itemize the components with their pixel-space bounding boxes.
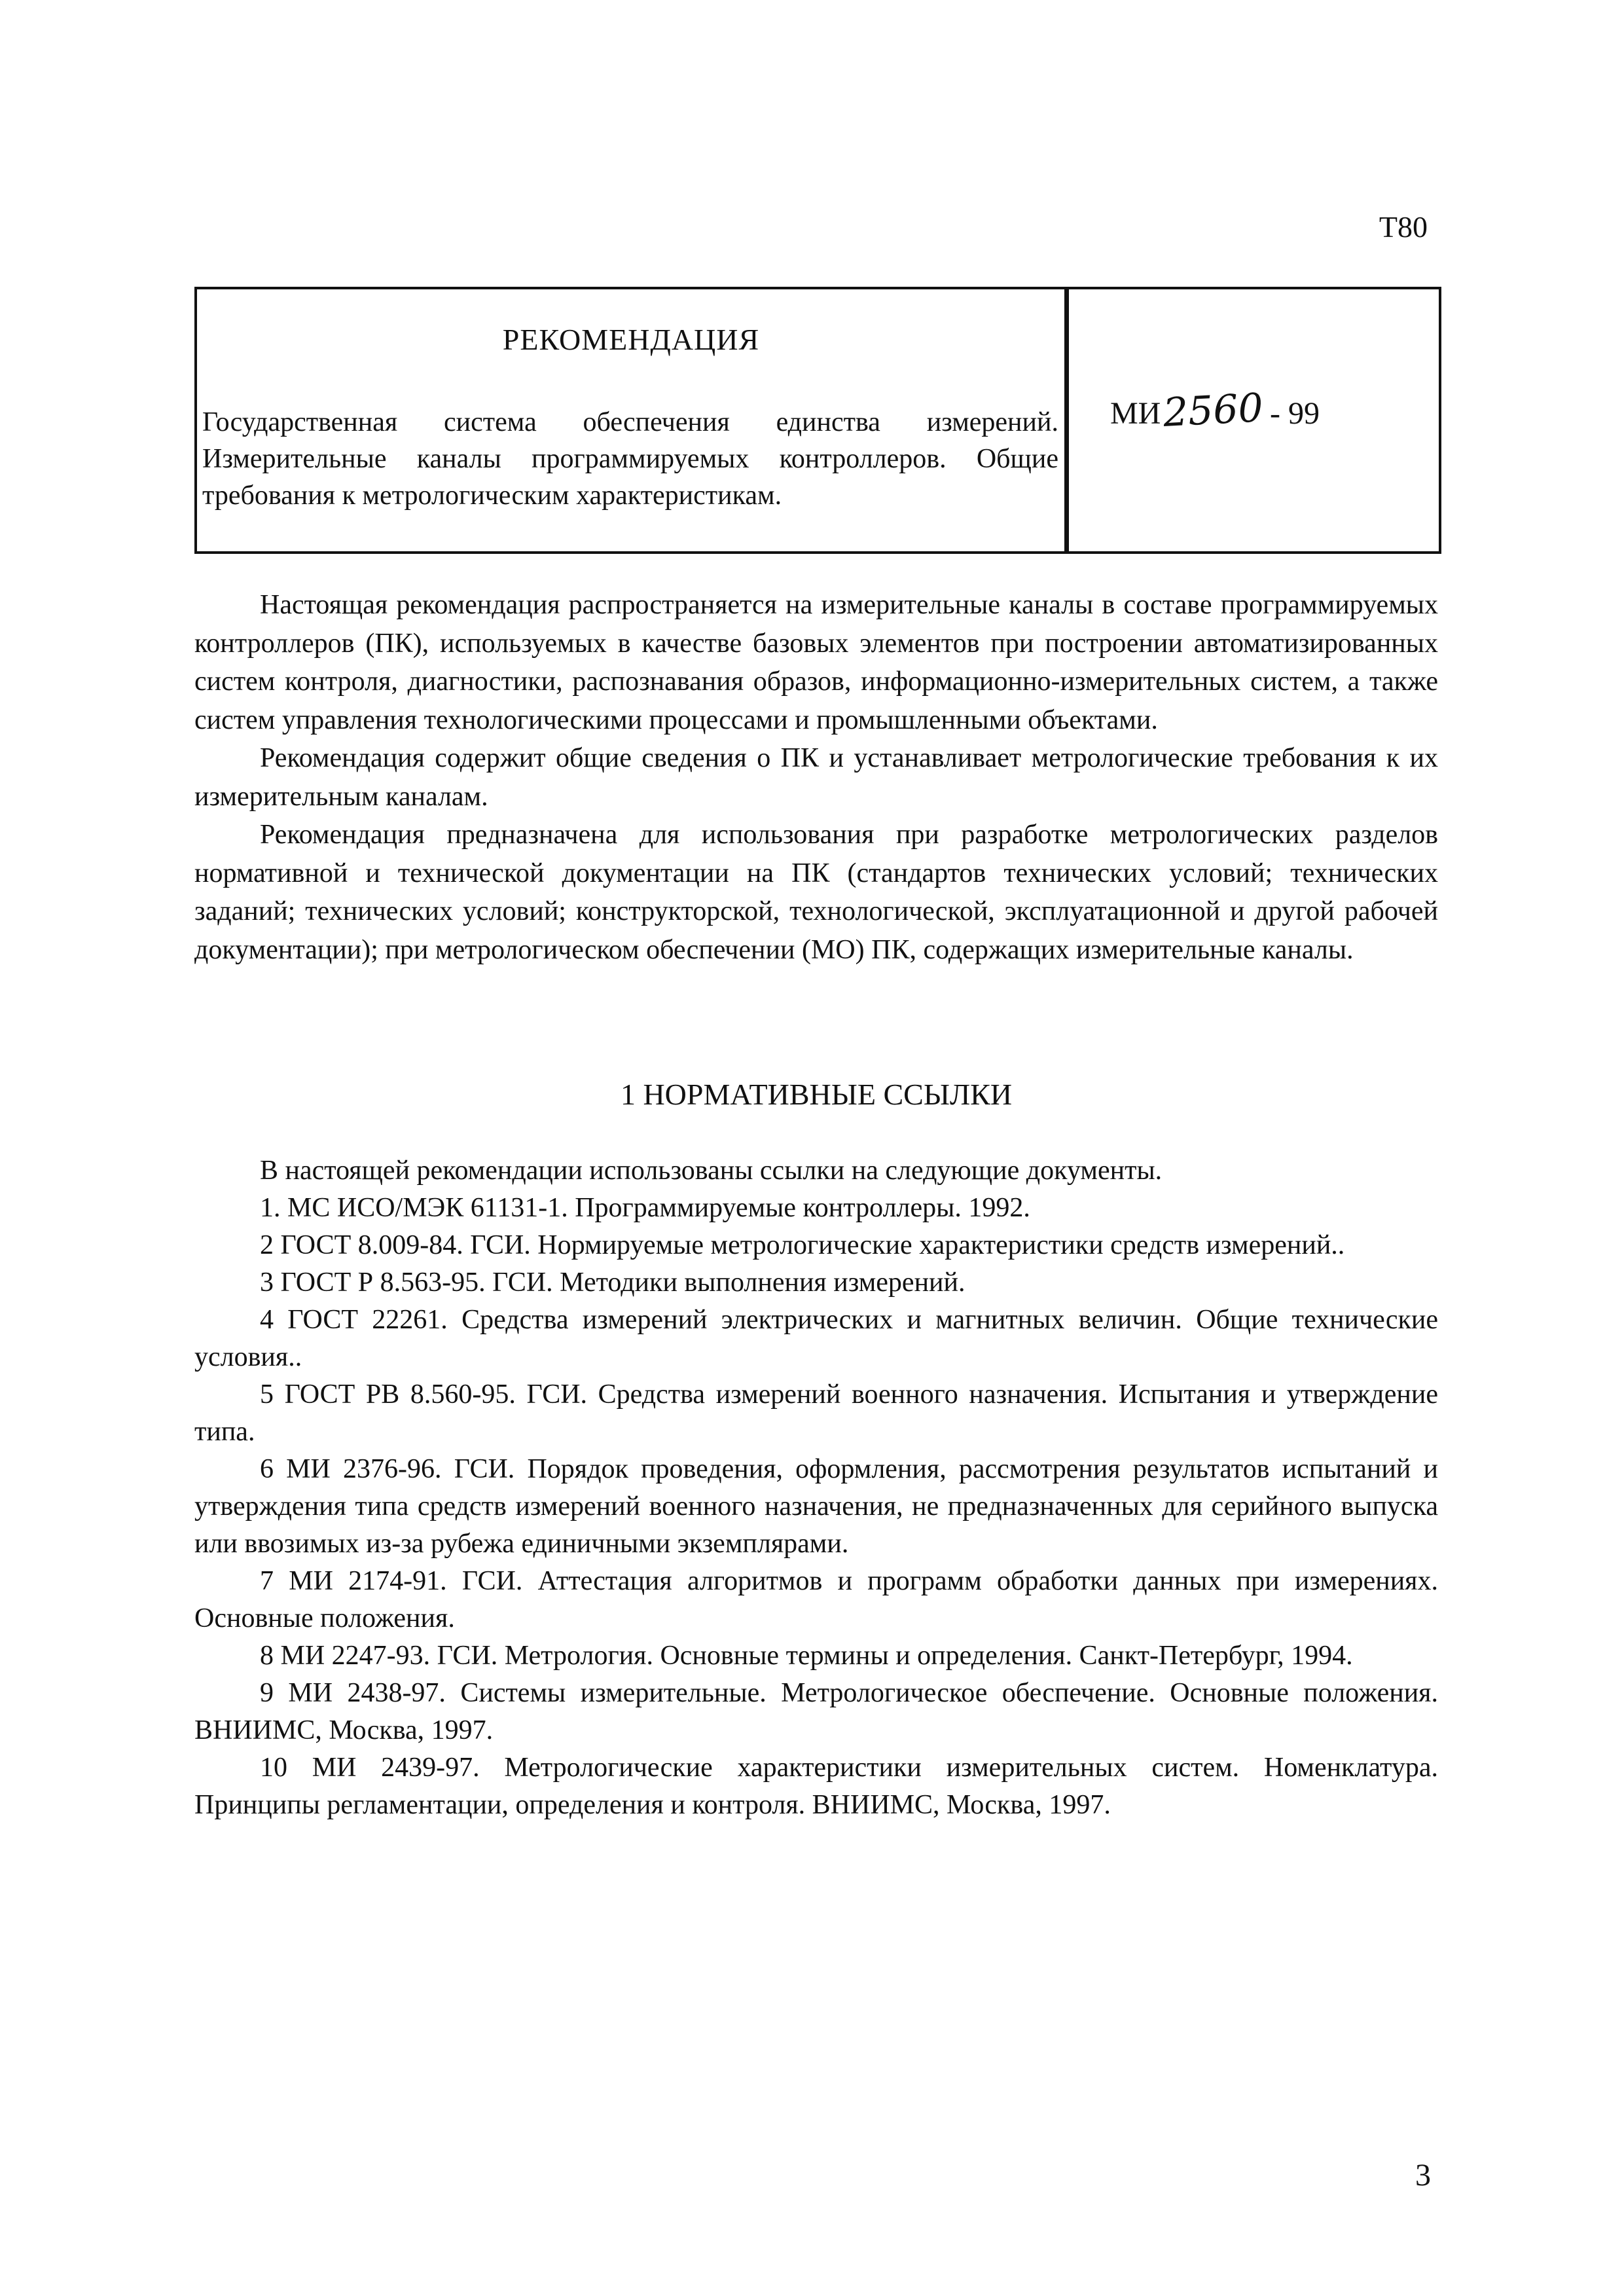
reference-item: 6 МИ 2376-96. ГСИ. Порядок проведения, оформления, рассмотрения результатов испытаний и утверждения типа средств измерений военного назначения, не предназначенных для серийного выпуска или ввозимых из-за рубежа единичными экземплярами.	[194, 1454, 1438, 1559]
reference-item: 7 МИ 2174-91. ГСИ. Аттестация алгоритмов и программ обработки данных при измерениях. Основные положения.	[194, 1566, 1438, 1633]
code-number-handwritten: 2560	[1162, 385, 1265, 436]
reference-item: 3 ГОСТ Р 8.563-95. ГСИ. Методики выполнения измерений.	[260, 1267, 965, 1298]
reference-item: 10 МИ 2439-97. Метрологические характеристики измерительных систем. Номенклатура. Принципы регламентации, определения и контроля. ВНИИМС, Москва, 1997.	[194, 1753, 1438, 1820]
recommendation-title: РЕКОМЕНДАЦИЯ	[502, 323, 760, 356]
recommendation-code	[1110, 385, 1320, 436]
recommendation-header-table	[194, 287, 1441, 554]
intro-paragraph: Рекомендация предназначена для использования при разработке метрологических разделов нормативной и технической документации на ПК (стандартов технических условий; технических заданий; технических условий; конструкторской, технологической, эксплуатационной и другой рабочей документации); при метрологическом обеспечении (МО) ПК, содержащих измерительные каналы.	[194, 820, 1438, 965]
reference-item: 5 ГОСТ РВ 8.560-95. ГСИ. Средства измерений военного назначения. Испытания и утверждение типа.	[194, 1379, 1438, 1447]
reference-item: 8 МИ 2247-93. ГСИ. Метрология. Основные термины и определения. Санкт-Петербург, 1994.	[260, 1641, 1353, 1671]
section-title: 1 НОРМАТИВНЫЕ ССЫЛКИ	[620, 1078, 1013, 1111]
code-prefix: МИ	[1110, 396, 1161, 431]
page-number: 3	[1415, 2158, 1431, 2193]
code-suffix: - 99	[1270, 396, 1320, 431]
references-lead: В настоящей рекомендации использованы ссылки на следующие документы.	[260, 1156, 1163, 1186]
reference-item: 9 МИ 2438-97. Системы измерительные. Метрологическое обеспечение. Основные положения. ВНИИМС, Москва, 1997.	[194, 1678, 1438, 1745]
document-category-code: Т80	[1379, 210, 1428, 244]
reference-item: 1. МС ИСО/МЭК 61131-1. Программируемые контроллеры. 1992.	[260, 1193, 1030, 1223]
references-list	[194, 1152, 1438, 1824]
intro-paragraph: Настоящая рекомендация распространяется на измерительные каналы в составе программируемых контроллеров (ПК), используемых в качестве базовых элементов при построении автоматизированных систем контроля, диагностики, распознавания образов, информационно-измерительных систем, а также систем управления технологическими процессами и промышленными объектами.	[194, 590, 1438, 735]
header-divider	[1064, 287, 1069, 554]
recommendation-description	[202, 404, 1058, 514]
reference-item: 4 ГОСТ 22261. Средства измерений электрических и магнитных величин. Общие технические условия..	[194, 1305, 1438, 1372]
header-left-cell	[202, 289, 1060, 551]
reference-item: 2 ГОСТ 8.009-84. ГСИ. Нормируемые метрологические характеристики средств измерений..	[260, 1230, 1345, 1260]
introduction	[194, 586, 1438, 969]
recommendation-description-text: Государственная система обеспечения единства измерений. Измерительные каналы программируемых контроллеров. Общие требования к метрологическим характеристикам.	[202, 407, 1058, 511]
intro-paragraph: Рекомендация содержит общие сведения о ПК и устанавливает метрологические требования к их измерительным каналам.	[194, 743, 1438, 812]
